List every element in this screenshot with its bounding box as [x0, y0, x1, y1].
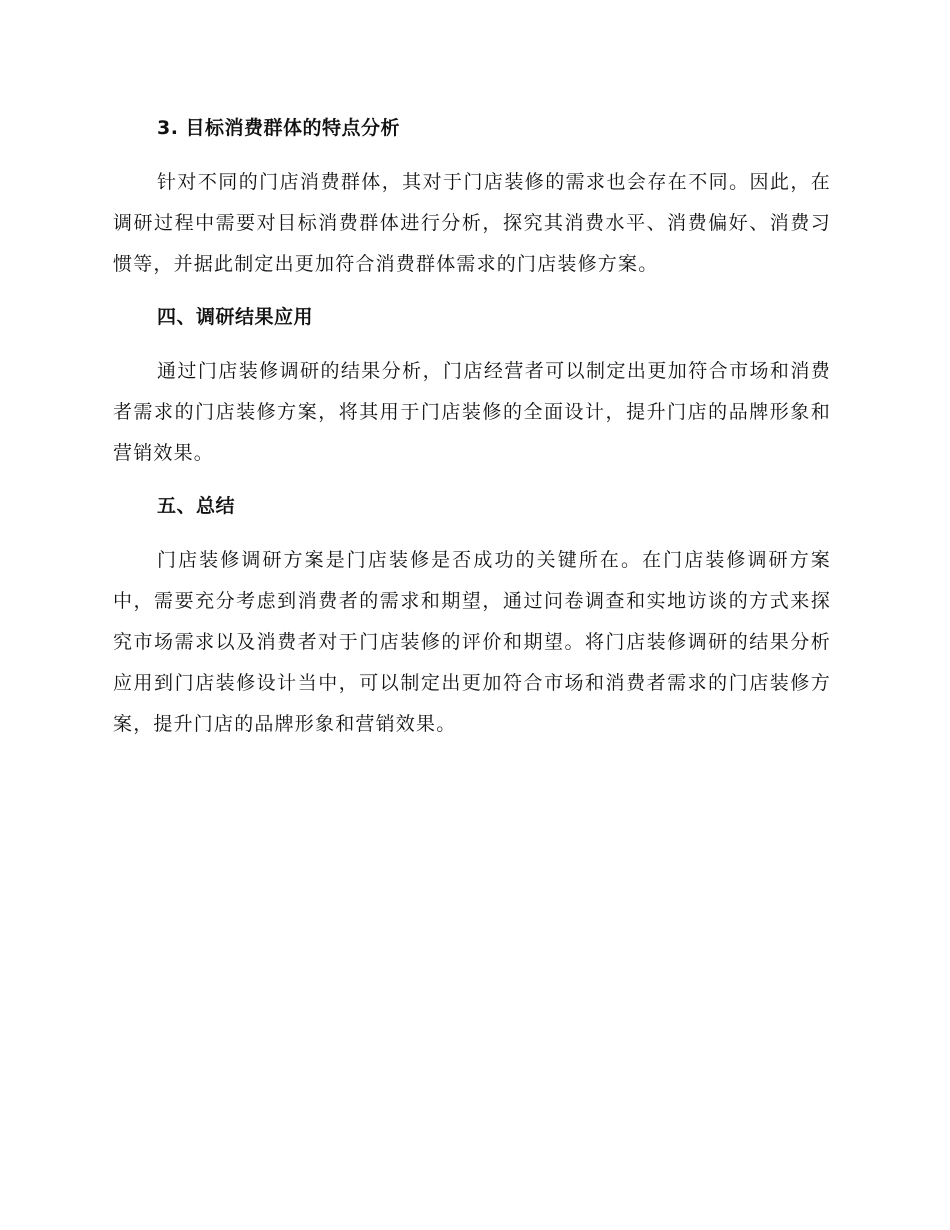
- spacer: [113, 337, 831, 351]
- spacer: [113, 148, 831, 162]
- spacer: [113, 526, 831, 540]
- section-paragraph-summary: 门店装修调研方案是门店装修是否成功的关键所在。在门店装修调研方案中，需要充分考虑到消费者的需求和期望，通过问卷调查和实地访谈的方式来探究市场需求以及消费者对于门店装修的评价和期望。将门店装修调研的结果分析应用到门店装修设计当中，可以制定出更加符合市场和消费者需求的门店装修方案，提升门店的品牌形象和营销效果。: [113, 549, 831, 735]
- section-paragraph-target-consumers: 针对不同的门店消费群体，其对于门店装修的需求也会存在不同。因此，在调研过程中需要对目标消费群体进行分析，探究其消费水平、消费偏好、消费习惯等，并据此制定出更加符合消费群体需求的门店装修方案。: [113, 171, 831, 275]
- spacer: [113, 285, 831, 297]
- section-paragraph-results-application: 通过门店装修调研的结果分析，门店经营者可以制定出更加符合市场和消费者需求的门店装修方案，将其用于门店装修的全面设计，提升门店的品牌形象和营销效果。: [113, 360, 831, 464]
- section-heading-results-application: 四、调研结果应用: [157, 306, 314, 328]
- section-heading-target-consumers: 3. 目标消费群体的特点分析: [157, 117, 401, 139]
- spacer: [113, 474, 831, 486]
- document-body: [113, 108, 831, 745]
- section-heading-summary: 五、总结: [157, 495, 236, 517]
